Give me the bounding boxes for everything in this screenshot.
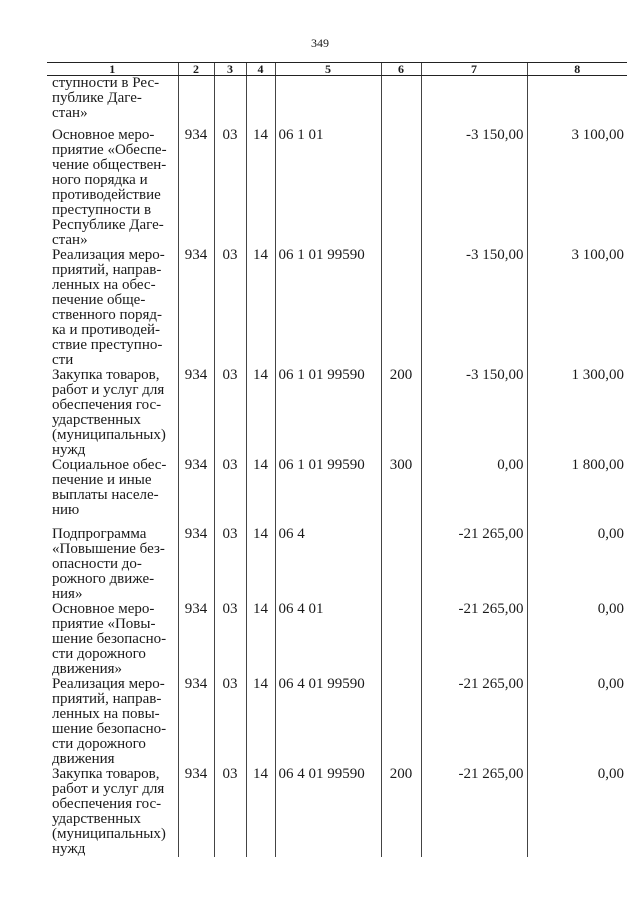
row-name-line: Социальное обес- [52, 457, 167, 473]
table-row [47, 767, 627, 857]
table-row [47, 76, 627, 129]
row-name-line: движения» [52, 661, 123, 677]
target-article: 06 1 01 [275, 128, 381, 248]
row-name-line: приятий, направ- [52, 262, 162, 278]
expense-type [381, 527, 421, 602]
subsection-code: 14 [246, 368, 275, 458]
admin-code: 934 [178, 248, 214, 368]
expense-type [381, 602, 421, 677]
row-name-line: нужд [52, 442, 86, 458]
row-name-line: приятий, направ- [52, 691, 162, 707]
amount-change: -21 265,00 [421, 677, 527, 767]
row-name-line: ленных на повы- [52, 706, 160, 722]
amount-change [421, 76, 527, 129]
expense-type [381, 677, 421, 767]
section-code: 03 [214, 767, 246, 857]
row-name-line: выплаты населе- [52, 487, 159, 503]
row-name-line: Реализация меро- [52, 247, 165, 263]
admin-code [178, 76, 214, 129]
header-col-3: 3 [214, 63, 246, 76]
target-article: 06 1 01 99590 [275, 248, 381, 368]
target-article: 06 1 01 99590 [275, 368, 381, 458]
row-name-line: обеспечения гос- [52, 796, 162, 812]
amount-total [527, 76, 627, 129]
table-row [47, 602, 627, 677]
row-name [47, 677, 178, 767]
header-col-8: 8 [527, 63, 627, 76]
row-name-line: ния» [52, 586, 83, 602]
header-col-2: 2 [178, 63, 214, 76]
amount-total: 0,00 [527, 677, 627, 767]
amount-change: -21 265,00 [421, 527, 527, 602]
amount-change: -3 150,00 [421, 128, 527, 248]
expense-type: 200 [381, 368, 421, 458]
amount-total: 0,00 [527, 527, 627, 602]
row-name [47, 767, 178, 857]
amount-change: -3 150,00 [421, 248, 527, 368]
header-col-5: 5 [275, 63, 381, 76]
row-name-line: ственного поряд- [52, 307, 163, 323]
admin-code: 934 [178, 767, 214, 857]
row-name [47, 128, 178, 248]
row-name-line: Подпрограмма [52, 526, 147, 542]
amount-change: -21 265,00 [421, 767, 527, 857]
row-name-line: ствие преступно- [52, 337, 163, 353]
amount-total: 3 100,00 [527, 128, 627, 248]
row-name-line: рожного движе- [52, 571, 155, 587]
amount-total: 1 800,00 [527, 458, 627, 527]
row-name-line: публике Даге- [52, 90, 142, 106]
section-code: 03 [214, 368, 246, 458]
section-code: 03 [214, 128, 246, 248]
target-article: 06 4 01 [275, 602, 381, 677]
row-name-line: шение безопасно- [52, 631, 167, 647]
row-name-line: нужд [52, 841, 86, 857]
row-name-line: «Повышение без- [52, 541, 165, 557]
header-col-7: 7 [421, 63, 527, 76]
amount-total: 0,00 [527, 767, 627, 857]
section-code: 03 [214, 677, 246, 767]
header-row [47, 63, 627, 76]
row-name-line: приятие «Повы- [52, 616, 156, 632]
row-name-line: опасности до- [52, 556, 142, 572]
admin-code: 934 [178, 368, 214, 458]
amount-change: -21 265,00 [421, 602, 527, 677]
admin-code: 934 [178, 602, 214, 677]
header-col-6: 6 [381, 63, 421, 76]
row-name-line: движения [52, 751, 115, 767]
expense-type [381, 76, 421, 129]
subsection-code: 14 [246, 458, 275, 527]
row-name-line: стан» [52, 105, 88, 121]
expense-type: 300 [381, 458, 421, 527]
row-name-line: ного порядка и [52, 172, 148, 188]
row-name-line: Закупка товаров, [52, 367, 160, 383]
expense-type [381, 248, 421, 368]
target-article: 06 4 01 99590 [275, 767, 381, 857]
header-col-4: 4 [246, 63, 275, 76]
target-article [275, 76, 381, 129]
header-col-1: 1 [47, 63, 178, 76]
amount-change: -3 150,00 [421, 368, 527, 458]
amount-total: 0,00 [527, 602, 627, 677]
section-code: 03 [214, 602, 246, 677]
row-name-line: обеспечения гос- [52, 397, 162, 413]
row-name [47, 527, 178, 602]
row-name-line: шение безопасно- [52, 721, 167, 737]
row-name [47, 458, 178, 527]
row-name-line: ка и противодей- [52, 322, 161, 338]
table-row [47, 458, 627, 527]
budget-table [47, 62, 627, 857]
subsection-code: 14 [246, 677, 275, 767]
row-name-line: преступности в [52, 202, 152, 218]
subsection-code: 14 [246, 602, 275, 677]
row-name-line: приятие «Обеспе- [52, 142, 167, 158]
row-name-line: чение обществен- [52, 157, 167, 173]
row-name-line: стан» [52, 232, 88, 248]
row-name-line: (муниципальных) [52, 826, 166, 842]
row-name-line: противодействие [52, 187, 161, 203]
row-name-line: ступности в Рес- [52, 75, 160, 91]
section-code: 03 [214, 248, 246, 368]
subsection-code [246, 76, 275, 129]
table-row [47, 248, 627, 368]
admin-code: 934 [178, 458, 214, 527]
admin-code: 934 [178, 128, 214, 248]
subsection-code: 14 [246, 248, 275, 368]
row-name-line: сти [52, 352, 74, 368]
amount-change: 0,00 [421, 458, 527, 527]
row-name-line: сти дорожного [52, 736, 146, 752]
row-name-line: печение обще- [52, 292, 146, 308]
row-name [47, 248, 178, 368]
row-name-line: работ и услуг для [52, 781, 165, 797]
table-row [47, 128, 627, 248]
expense-type: 200 [381, 767, 421, 857]
table-row [47, 527, 627, 602]
subsection-code: 14 [246, 767, 275, 857]
row-name-line: Основное меро- [52, 601, 155, 617]
section-code [214, 76, 246, 129]
row-name-line: ленных на обес- [52, 277, 156, 293]
row-name-line: Реализация меро- [52, 676, 165, 692]
page-number: 349 [311, 36, 329, 50]
admin-code: 934 [178, 527, 214, 602]
row-name-line: работ и услуг для [52, 382, 165, 398]
row-name-line: сти дорожного [52, 646, 146, 662]
amount-total: 3 100,00 [527, 248, 627, 368]
target-article: 06 4 01 99590 [275, 677, 381, 767]
table-header [47, 63, 627, 76]
row-name-line: Основное меро- [52, 127, 155, 143]
row-name-line: ударственных [52, 811, 141, 827]
row-name-line: Закупка товаров, [52, 766, 160, 782]
admin-code: 934 [178, 677, 214, 767]
row-name [47, 76, 178, 129]
row-name [47, 368, 178, 458]
row-name [47, 602, 178, 677]
amount-total: 1 300,00 [527, 368, 627, 458]
target-article: 06 4 [275, 527, 381, 602]
row-name-line: (муниципальных) [52, 427, 166, 443]
subsection-code: 14 [246, 128, 275, 248]
target-article: 06 1 01 99590 [275, 458, 381, 527]
expense-type [381, 128, 421, 248]
subsection-code: 14 [246, 527, 275, 602]
section-code: 03 [214, 458, 246, 527]
table-row [47, 368, 627, 458]
section-code: 03 [214, 527, 246, 602]
row-name-line: Республике Даге- [52, 217, 164, 233]
row-name-line: ударственных [52, 412, 141, 428]
row-name-line: печение и иные [52, 472, 152, 488]
table-row [47, 677, 627, 767]
row-name-line: нию [52, 502, 80, 518]
